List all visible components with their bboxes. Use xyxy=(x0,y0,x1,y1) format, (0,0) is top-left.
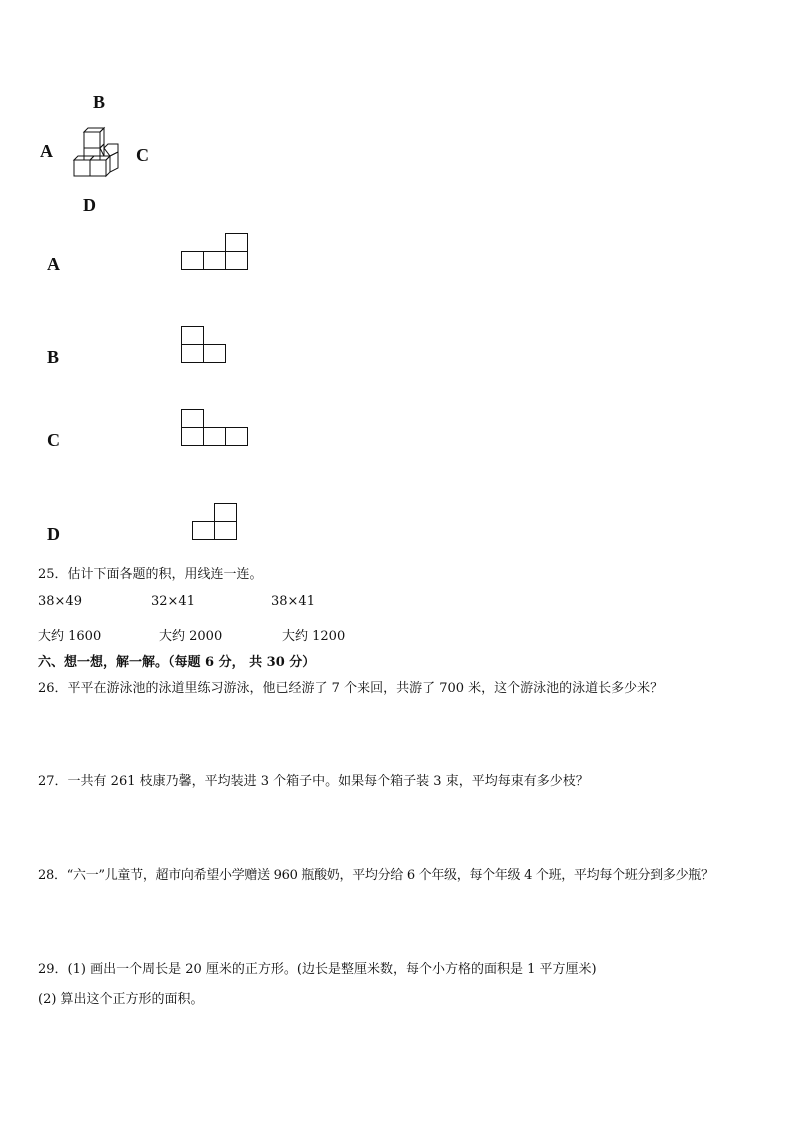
q25-prompt: 25．估计下面各题的积，用线连一连。 xyxy=(38,567,263,582)
section-6-heading: 六、想一想，解一解。（每题 6 分， 共 30 分） xyxy=(38,655,316,670)
view-label-c: C xyxy=(136,145,149,165)
q25-expression-2: 32×41 xyxy=(151,594,195,609)
option-b-label: B xyxy=(47,347,60,367)
q26-text: 26．平平在游泳池的泳道里练习游泳，他已经游了 7 个来回，共游了 700 米，这个游泳池的泳道长多少米？ xyxy=(38,681,664,696)
view-label-d: D xyxy=(83,195,96,215)
cube-stack-figure xyxy=(70,124,122,180)
option-b-shape xyxy=(181,325,229,365)
option-a-label: A xyxy=(47,254,60,274)
q27-text: 27．一共有 261 枝康乃馨，平均装进 3 个箱子中。如果每个箱子装 3 束，平均每束有多少枝？ xyxy=(38,774,589,789)
option-c-label: C xyxy=(47,430,60,450)
option-c-shape xyxy=(181,408,251,448)
option-a-shape xyxy=(181,232,251,272)
q29-part1: 29．(1) 画出一个周长是 20 厘米的正方形。(边长是整厘米数，每个小方格的面积是 1 平方厘米) xyxy=(38,962,597,977)
q25-expression-1: 38×49 xyxy=(38,594,82,609)
view-label-a: A xyxy=(40,141,53,161)
option-d-shape xyxy=(192,502,240,542)
q28-text: 28．“六一”儿童节，超市向希望小学赠送 960 瓶酸奶，平均分给 6 个年级，每个年级 4 个班，平均每个班分到多少瓶？ xyxy=(38,868,714,883)
q25-estimate-2: 大约 2000 xyxy=(159,629,223,644)
view-label-b: B xyxy=(93,92,106,112)
option-d-label: D xyxy=(47,524,60,544)
q25-expression-3: 38×41 xyxy=(271,594,315,609)
q25-estimate-1: 大约 1600 xyxy=(38,629,102,644)
q29-part2: (2) 算出这个正方形的面积。 xyxy=(38,992,204,1007)
q25-estimate-3: 大约 1200 xyxy=(282,629,346,644)
